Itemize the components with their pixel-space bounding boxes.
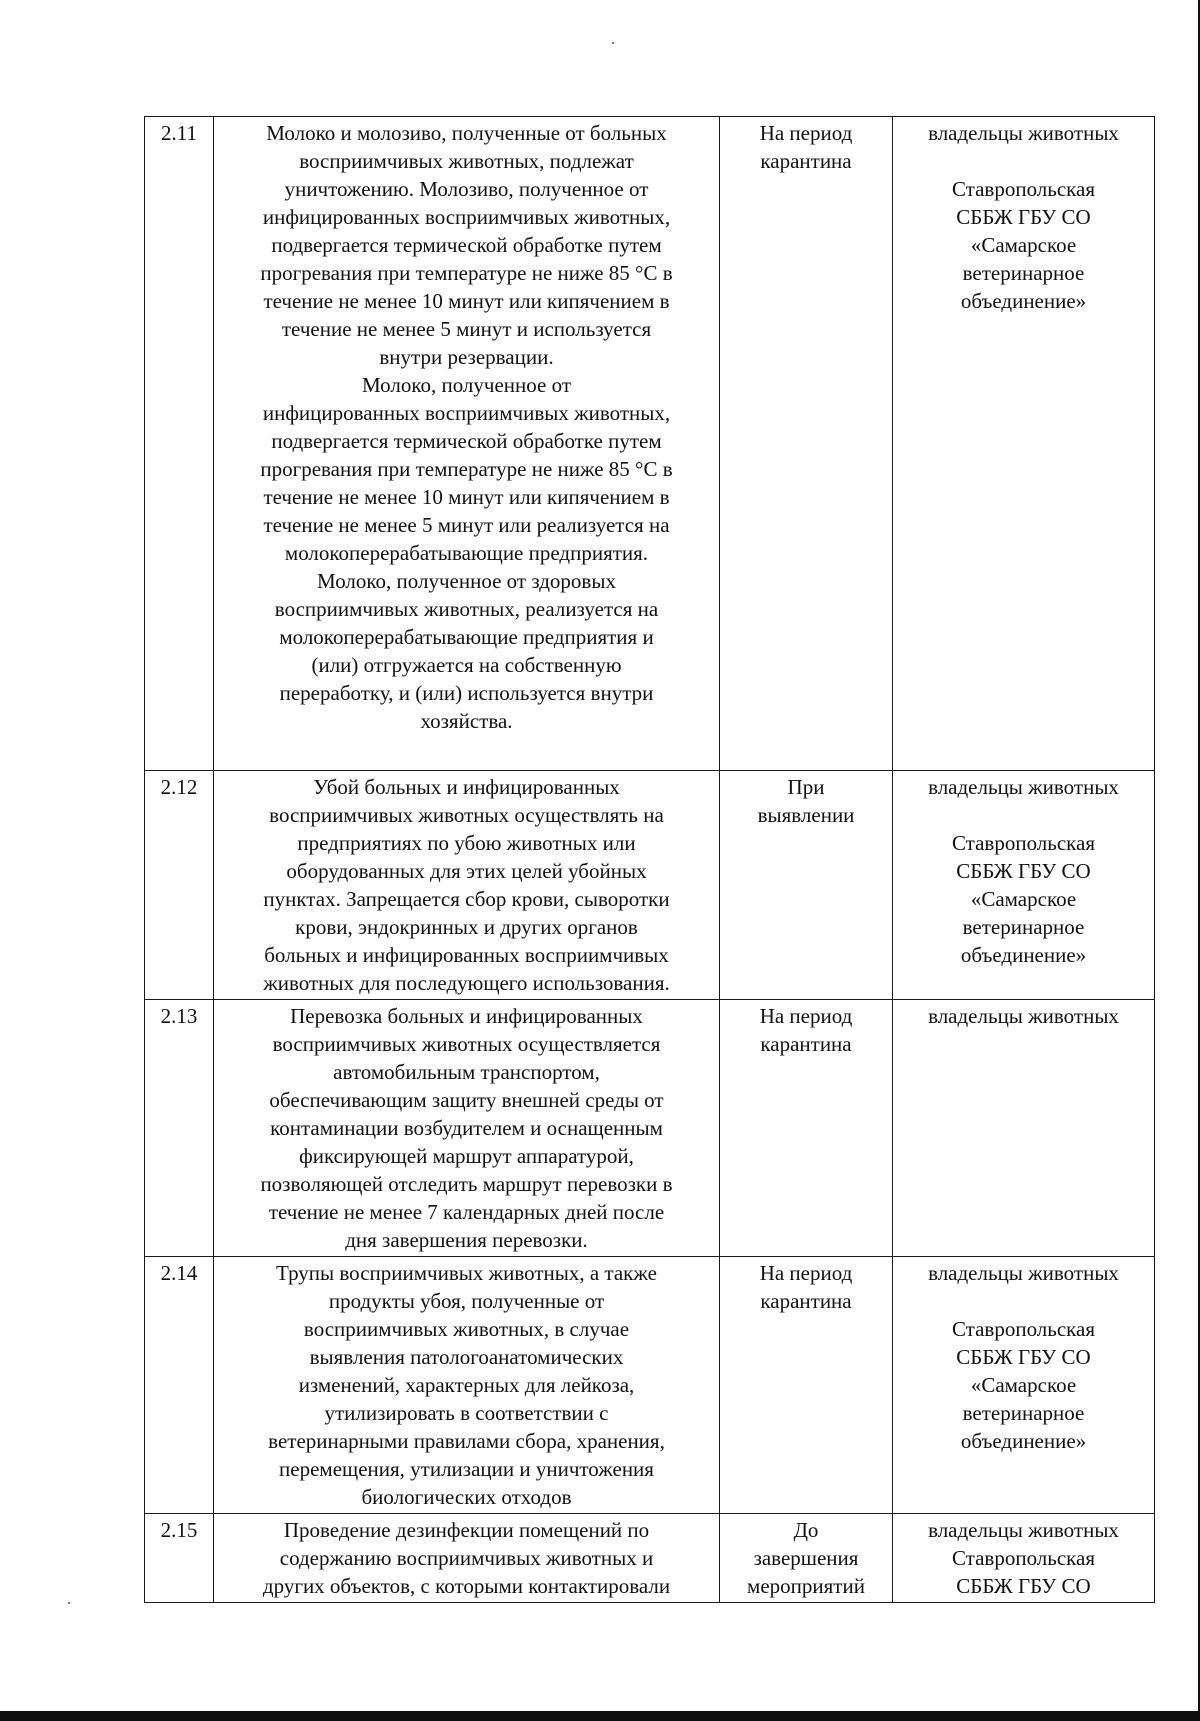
text-line: обеспечивающим защиту внешней среды от bbox=[269, 1088, 664, 1112]
text-line: молокоперерабатывающие предприятия и bbox=[279, 625, 654, 649]
text-line: течение не менее 7 календарных дней после bbox=[268, 1200, 665, 1224]
text-line: Перевозка больных и инфицированных bbox=[290, 1004, 643, 1028]
deadline-line: карантина bbox=[760, 1032, 852, 1056]
text-line: дня завершения перевозки. bbox=[345, 1228, 588, 1252]
text-line: перемещения, утилизации и уничтожения bbox=[279, 1457, 654, 1481]
measure-text bbox=[214, 771, 720, 1000]
text-line: инфицированных восприимчивых животных, bbox=[262, 401, 671, 425]
responsible-cell bbox=[893, 117, 1155, 771]
text-line: (или) отгружается на собственную bbox=[311, 653, 622, 677]
responsible-owner: владельцы животных bbox=[928, 1518, 1119, 1542]
deadline-cell bbox=[720, 1257, 893, 1514]
deadline-line: До bbox=[793, 1518, 819, 1542]
text-line: Молоко и молозиво, полученные от больных bbox=[266, 121, 667, 145]
responsible-org-line: СББЖ ГБУ СО bbox=[956, 205, 1091, 229]
responsible-org-line: Ставропольская bbox=[951, 1546, 1096, 1570]
text-line: восприимчивых животных, подлежат bbox=[299, 149, 634, 173]
text-line: Убой больных и инфицированных bbox=[313, 775, 620, 799]
text-line: течение не менее 5 минут или реализуется на bbox=[263, 513, 670, 537]
text-line: течение не менее 5 минут и используется bbox=[281, 317, 652, 341]
text-line: оборудованных для этих целей убойных bbox=[286, 859, 647, 883]
text-line: Проведение дезинфекции помещений по bbox=[283, 1518, 650, 1542]
text-line: изменений, характерных для лейкоза, bbox=[298, 1373, 635, 1397]
text-line: пунктах. Запрещается сбор крови, сыворотки bbox=[263, 887, 670, 911]
text-line: утилизировать в соответствии с bbox=[324, 1401, 609, 1425]
text-line: автомобильным транспортом, bbox=[333, 1060, 600, 1084]
scan-speck bbox=[612, 42, 614, 44]
deadline-line: выявлении bbox=[757, 803, 855, 827]
scan-speck bbox=[68, 1602, 70, 1604]
measures-table bbox=[144, 116, 1155, 1603]
responsible-org-line: СББЖ ГБУ СО bbox=[956, 1574, 1091, 1598]
responsible-org-line: ветеринарное bbox=[962, 1401, 1085, 1425]
text-line: Молоко, полученное от здоровых bbox=[317, 569, 616, 593]
text-line: содержанию восприимчивых животных и bbox=[279, 1546, 654, 1570]
deadline-line: завершения bbox=[753, 1546, 859, 1570]
text-line: переработку, и (или) используется внутри bbox=[279, 681, 654, 705]
table-row bbox=[145, 117, 1155, 771]
text-line: подвергается термической обработке путем bbox=[271, 233, 662, 257]
table-row bbox=[145, 1000, 1155, 1257]
responsible-org-line: объединение» bbox=[960, 289, 1087, 313]
measure-text bbox=[214, 1000, 720, 1257]
text-line: продукты убоя, полученные от bbox=[328, 1289, 605, 1313]
text-line: других объектов, с которыми контактировали bbox=[262, 1574, 671, 1598]
table-row bbox=[145, 1514, 1155, 1603]
responsible-owner: владельцы животных bbox=[928, 121, 1119, 145]
text-line: уничтожению. Молозиво, полученное от bbox=[284, 177, 649, 201]
text-line: больных и инфицированных восприимчивых bbox=[264, 943, 669, 967]
deadline-line: мероприятий bbox=[747, 1574, 865, 1598]
table-row bbox=[145, 1257, 1155, 1514]
deadline-line: На период bbox=[759, 1004, 853, 1028]
responsible-owner: владельцы животных bbox=[928, 775, 1119, 799]
responsible-org-line: «Самарское bbox=[970, 233, 1077, 257]
deadline-cell bbox=[720, 1514, 893, 1603]
text-line: прогревания при температуре не ниже 85 °С в bbox=[260, 261, 673, 285]
responsible-org-line: ветеринарное bbox=[962, 261, 1085, 285]
text-line: контаминации возбудителем и оснащенным bbox=[270, 1116, 663, 1140]
responsible-cell bbox=[893, 771, 1155, 1000]
text-line: восприимчивых животных осуществляется bbox=[272, 1032, 661, 1056]
deadline-line: На период bbox=[759, 121, 853, 145]
responsible-owner: владельцы животных bbox=[928, 1261, 1119, 1285]
responsible-owner: владельцы животных bbox=[928, 1004, 1119, 1028]
measure-text bbox=[214, 1514, 720, 1603]
deadline-cell bbox=[720, 771, 893, 1000]
deadline-cell bbox=[720, 117, 893, 771]
text-line: предприятиях по убою животных или bbox=[297, 831, 636, 855]
row-number: 2.15 bbox=[145, 1514, 214, 1603]
text-line: восприимчивых животных, в случае bbox=[303, 1317, 630, 1341]
responsible-org-line: «Самарское bbox=[970, 1373, 1077, 1397]
text-line: Трупы восприимчивых животных, а также bbox=[276, 1261, 657, 1285]
responsible-org-line: объединение» bbox=[960, 1429, 1087, 1453]
responsible-cell bbox=[893, 1257, 1155, 1514]
text-line: биологических отходов bbox=[361, 1485, 572, 1509]
responsible-org-line: СББЖ ГБУ СО bbox=[956, 1345, 1091, 1369]
text-line: фиксирующей маршрут аппаратурой, bbox=[299, 1144, 634, 1168]
measure-text bbox=[214, 117, 720, 771]
row-number: 2.14 bbox=[145, 1257, 214, 1514]
deadline-cell bbox=[720, 1000, 893, 1257]
row-number: 2.11 bbox=[145, 117, 214, 771]
text-line: позволяющей отследить маршрут перевозки в bbox=[260, 1172, 673, 1196]
text-line: подвергается термической обработке путем bbox=[271, 429, 662, 453]
text-line: молокоперерабатывающие предприятия. bbox=[284, 541, 649, 565]
row-number: 2.12 bbox=[145, 771, 214, 1000]
deadline-line: карантина bbox=[760, 1289, 852, 1313]
text-line: ветеринарными правилами сбора, хранения, bbox=[268, 1429, 665, 1453]
responsible-org-line: Ставропольская bbox=[951, 831, 1096, 855]
text-line: восприимчивых животных, реализуется на bbox=[274, 597, 659, 621]
responsible-org-line: Ставропольская bbox=[951, 1317, 1096, 1341]
measure-text bbox=[214, 1257, 720, 1514]
row-number: 2.13 bbox=[145, 1000, 214, 1257]
scan-page-edge bbox=[0, 1711, 1200, 1721]
responsible-org-line: «Самарское bbox=[970, 887, 1077, 911]
text-line: крови, эндокринных и других органов bbox=[295, 915, 638, 939]
text-line: Молоко, полученное от bbox=[361, 373, 571, 397]
text-line: инфицированных восприимчивых животных, bbox=[262, 205, 671, 229]
text-line: выявления патологоанатомических bbox=[309, 1345, 624, 1369]
deadline-line: карантина bbox=[760, 149, 852, 173]
text-line: внутри резервации. bbox=[379, 345, 554, 369]
table-row bbox=[145, 771, 1155, 1000]
deadline-line: При bbox=[787, 775, 825, 799]
responsible-org-line: Ставропольская bbox=[951, 177, 1096, 201]
text-line: прогревания при температуре не ниже 85 °С в bbox=[260, 457, 673, 481]
text-line: хозяйства. bbox=[420, 709, 513, 733]
responsible-cell bbox=[893, 1514, 1155, 1603]
text-line: животных для последующего использования. bbox=[263, 971, 670, 995]
text-line: течение не менее 10 минут или кипячением в bbox=[263, 289, 670, 313]
text-line: восприимчивых животных осуществлять на bbox=[269, 803, 664, 827]
responsible-org-line: ветеринарное bbox=[962, 915, 1085, 939]
responsible-org-line: объединение» bbox=[960, 943, 1087, 967]
text-line: течение не менее 10 минут или кипячением в bbox=[263, 485, 670, 509]
responsible-org-line: СББЖ ГБУ СО bbox=[956, 859, 1091, 883]
deadline-line: На период bbox=[759, 1261, 853, 1285]
responsible-cell bbox=[893, 1000, 1155, 1257]
